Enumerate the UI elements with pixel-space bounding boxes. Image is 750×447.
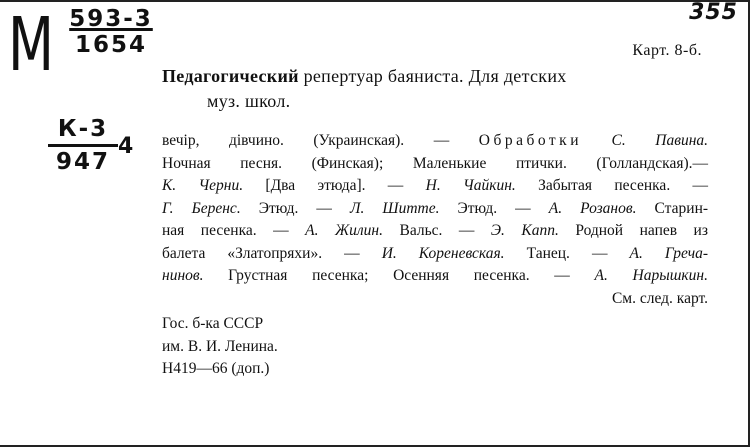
shelfmark-1-number: 593-3 [69,6,153,32]
body-line-2: Ночная песня. (Финская); Маленькие птички. (Голландская).— [162,154,708,172]
body-line-1: вечір, дівчино. (Украинская). — Обработки С. Павина. [162,132,709,149]
shelfmark-1-subnumber: 1654 [74,32,147,58]
handwritten-shelfmark-1 [56,6,166,58]
shelfmark-2-subnumber: 947 [55,149,110,175]
body-line-5: ная песенка. — А. Жилин. Вальс. — Э. Капп. Родной напев из [162,222,708,239]
handwritten-letter-m: М [8,2,54,88]
body-line-3: К. Черни. [Два этюда]. — Н. Чайкин. Забытая песенка. — [162,177,709,194]
handwritten-side-mark: 4 [118,134,134,159]
shelfmark-2-divider [48,144,118,147]
title-bold-word: Педагогический [162,66,299,86]
title-rest: репертуар баяниста. Для детских [298,66,567,86]
card-title [162,64,710,114]
library-stamp [162,313,278,381]
shelfmark-2-number: К-3 [57,116,109,142]
library-line-2: им. В. И. Ленина. [162,337,278,355]
title-line-2: муз. школ. [207,91,291,111]
body-line-7: нинов. Грустная песенка; Осенняя песенка. — А. Нарышкин. [162,267,708,284]
body-line-4: Г. Беренс. Этюд. — Л. Шитте. Этюд. — А. Розанов. Старин- [162,199,709,217]
card-border-top [0,0,750,2]
card-body [162,130,708,310]
library-line-1: Гос. б-ка СССР [162,315,264,332]
see-next-card: См. след. карт. [611,289,708,307]
handwritten-shelfmark-2 [48,116,118,175]
library-line-3: Н419—66 (доп.) [162,360,270,377]
handwritten-page-number: 355 [689,0,738,25]
card-number: Карт. 8-б. [632,42,702,59]
body-line-6: балета «Златопряхи». — И. Кореневская. Танец. — А. Греча- [162,244,709,262]
